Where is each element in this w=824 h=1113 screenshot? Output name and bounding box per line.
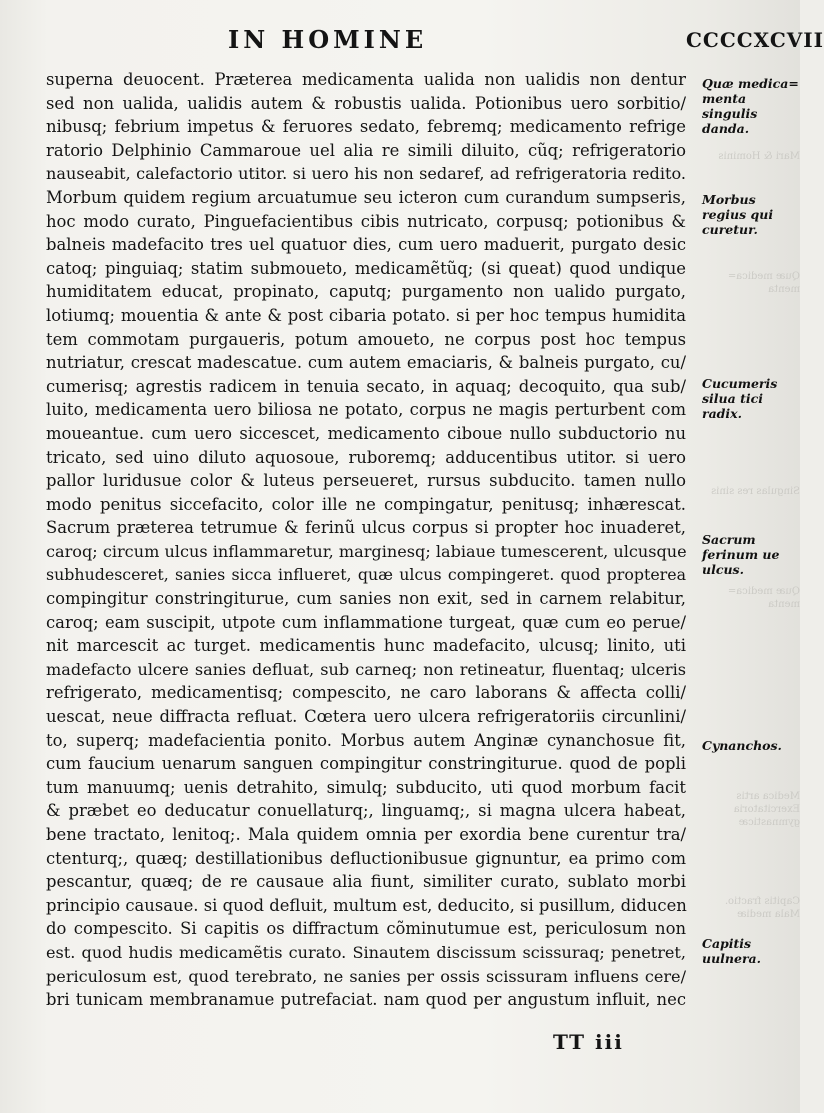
text-line: Sacrum præterea tetrumue & ferinũ ulcus corpus si propter hoc inuaderet, [46, 518, 686, 538]
text-line: nauseabit, calefactorio utitor. si uero his non sedaref, ad refrigeratoria redito. [46, 164, 686, 184]
margin-note-cucumeris: Cucumeris silua tici radix. [702, 376, 778, 421]
show-through-text: Quæ medica= menta [727, 586, 800, 610]
text-line: & præbet eo deducatur conuellaturq;, linguamq;, si magna ulcera habeat, [46, 801, 686, 821]
margin-note-morbus-regius: Morbus regius qui curetur. [702, 192, 774, 237]
text-line: caroq; circum ulcus inflammaretur, marginesq; labiaue tumescerent, ulcusque [46, 541, 687, 561]
page-folio-number: CCCCXCVII [686, 28, 824, 52]
text-line: do compescito. Si capitis os diffractum cõminutumue est, periculosum non [46, 919, 686, 939]
text-line: sed non ualida, ualidis autem & robustis ualida. Potionibus uero sorbitio/ [46, 93, 686, 113]
text-line: luito, medicamenta uero biliosa ne potato, corpus ne magis perturbent com [46, 400, 686, 420]
text-line: Morbum quidem regium arcuatumue seu icteron cum curandum sumpseris, [46, 187, 686, 207]
margin-note-sacrum-ulcus: Sacrum ferinum ue ulcus. [702, 532, 780, 577]
text-line: bene tractato, lenitoq;. Mala quidem omnia per exordia bene curentur tra/ [46, 825, 686, 844]
text-line: ctenturq;, quæq; destillationibus defluctionibusue gignuntur, ea primo com [46, 848, 686, 868]
text-line: nit marcescit ac turget. medicamentis hunc madefacito, ulcusq; linito, uti [46, 636, 686, 656]
text-line: uescat, neue diffracta refluat. Cœtera uero ulcera refrigeratoriis circunlini/ [46, 707, 686, 727]
text-line: est. quod hudis medicamẽtis curato. Sinautem discissum scissuraq; penetret, [46, 942, 686, 962]
show-through-text: Capitis fractio. Mala mediæ [724, 896, 800, 920]
text-line: tum manuumq; uenis detrahito, simulq; subducito, uti quod morbum facit [46, 777, 686, 797]
text-line: madefacto ulcere sanies defluat, sub carneq; non retineatur, fluentaq; ulceris [46, 659, 686, 679]
text-line: lotiumq; mouentia & ante & post cibaria potato. si per hoc tempus humidita [46, 305, 686, 325]
text-line: subhudesceret, sanies sicca influeret, quæ ulcus compingeret. quod propterea [46, 565, 686, 585]
text-line: caroq; eam suscipit, utpote cum inflammatione turgeat, quæ cum eo perue/ [46, 612, 686, 632]
text-line: bri tunicam membranamue putrefaciat. nam quod per angustum influit, nec [46, 990, 686, 1010]
show-through-text: Mari & Hominis [718, 151, 800, 162]
text-line: compingitur constringiturue, cum sanies non exit, sed in carnem relabitur, [46, 589, 686, 609]
text-line: pescantur, quæq; de re causaue alia fiunt, similiter curato, sublato morbi [46, 872, 686, 892]
text-line: periculosum est, quod terebrato, ne sanies per ossis scissuram influens cere/ [46, 966, 686, 986]
text-line: to, superq; madefacientia ponito. Morbus autem Anginæ cynanchosue fit, [46, 730, 686, 750]
text-line: nibusq; febrium impetus & feruores sedato, febremq; medicamento refrige [46, 117, 686, 137]
text-line: nutriatur, crescat madescatue. cum autem emaciaris, & balneis purgato, cu/ [46, 353, 686, 373]
margin-note-medicamenta: Quæ medica= menta singulis danda. [702, 76, 799, 136]
text-line: cum faucium uenarum sanguen compingitur constringiturue. quod de popli [46, 754, 686, 774]
text-line: pallor luridusue color & luteus perseueret, rursus subducito. tamen nullo [46, 471, 686, 491]
signature-mark: TT iii [553, 1030, 624, 1054]
show-through-text: Singulas res sinis [711, 486, 800, 497]
text-line: refrigerato, medicamentisq; compescito, ne caro laborans & affecta colli/ [46, 683, 686, 703]
text-line: balneis madefacito tres uel quatuor dies, cum uero maduerit, purgato desic [46, 235, 686, 255]
text-line: principio causaue. si quod defluit, multum est, deducito, si pusillum, diducen [46, 895, 687, 915]
text-line: superna deuocent. Præterea medicamenta ualida non ualidis non dentur [46, 70, 686, 89]
show-through-text: Quæ medica= menta [727, 271, 800, 295]
show-through-text: Medica artis Exercitatoria gymnasticæ [733, 791, 800, 828]
text-line: cumerisq; agrestis radicem in tenuia secato, in aquaq; decoquito, qua sub/ [46, 376, 686, 396]
margin-note-cynanchos: Cynanchos. [702, 738, 782, 753]
text-line: tricato, sed uino diluto aquosoue, ruboremq; adducentibus utitor. si uero [46, 447, 686, 467]
text-line: humiditatem educat, propinato, caputq; purgamento non ualido purgato, [46, 282, 686, 302]
text-line: ratorio Delphinio Cammaroue uel alia re simili diluito, cũq; refrigeratorio [46, 140, 686, 160]
margin-note-capitis-uulnera: Capitis uulnera. [702, 936, 762, 966]
text-line: tem commotam purgaueris, potum amoueto, ne corpus post hoc tempus [46, 329, 686, 349]
running-head-title: IN HOMINE [228, 25, 428, 54]
text-line: moueantue. cum uero siccescet, medicamento ciboue nullo subductorio nu [46, 423, 686, 443]
text-line: modo penitus siccefacito, color ille ne compingatur, penitusq; inhærescat. [46, 494, 686, 514]
main-text-block [46, 68, 686, 1012]
text-line: hoc modo curato, Pinguefacientibus cibis nutricato, corpusq; potionibus & [46, 211, 686, 231]
text-line: catoq; pinguiaq; statim submoueto, medicamẽtũq; (si queat) quod undique [46, 258, 686, 278]
